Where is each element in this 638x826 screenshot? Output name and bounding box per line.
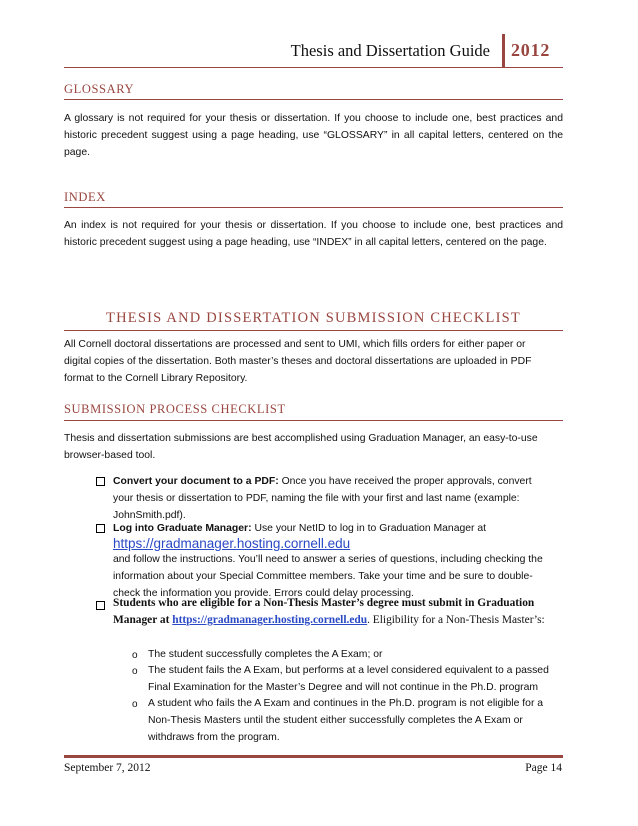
sub-item-1: The student successfully completes the A Exam; or xyxy=(148,649,383,660)
non-thesis-link[interactable]: https://gradmanager.hosting.cornell.edu xyxy=(172,614,368,626)
gradmanager-link[interactable]: https://gradmanager.hosting.cornell.edu xyxy=(113,536,351,551)
footer-rule xyxy=(64,755,563,758)
item-non-thesis-title: Students who are eligible for a Non-Thesis Master’s degree must submit in Graduation Manager at xyxy=(113,597,535,626)
header-title: Thesis and Dissertation Guide xyxy=(290,41,490,60)
item-non-thesis xyxy=(113,595,565,629)
index-heading: INDEX xyxy=(64,190,106,204)
checklist-heading: THESIS AND DISSERTATION SUBMISSION CHECKLIST xyxy=(106,310,521,326)
glossary-text: A glossary is not required for your thesis or dissertation. If you choose to include one, best practices and historic precedent suggest using a page heading, use “GLOSSARY” in all capital letters, centered on the page. xyxy=(64,113,563,158)
footer-page: Page 14 xyxy=(525,762,562,774)
checklist-rule xyxy=(64,330,563,331)
item-convert-pdf-text: Once you have received the proper approvals, convert your thesis or dissertation to PDF, naming the file with your first and last name (example: JohnSmith.pdf). xyxy=(113,476,532,521)
glossary-heading: GLOSSARY xyxy=(64,82,135,96)
glossary-rule xyxy=(64,99,563,100)
item-login-instructions: and follow the instructions. You’ll need to answer a series of questions, including checking the information about your Special Committee members. Take your time and be sure to double-check the information you provide. Errors could delay processing. xyxy=(113,554,543,599)
index-text: An index is not required for your thesis or dissertation. If you choose to include one, best practices and historic precedent suggest using a page heading, use “INDEX” in all capital letters, centered on the page. xyxy=(64,220,563,248)
footer-date: September 7, 2012 xyxy=(64,762,151,774)
header-divider xyxy=(502,34,505,68)
checkbox-convert-pdf[interactable] xyxy=(96,477,105,486)
checkbox-non-thesis[interactable] xyxy=(96,601,105,610)
sub-item-3: A student who fails the A Exam and continues in the Ph.D. program is not eligible for a Non-Thesis Masters until the student either successfully completes the A Exam or withdraws from the program. xyxy=(148,698,544,743)
checklist-text: All Cornell doctoral dissertations are processed and sent to UMI, which fills orders for either paper or digital copies of the dissertation. Both master’s theses and doctoral dissertations are uploaded in PDF format to the Cornell Library Repository. xyxy=(64,339,532,384)
sub-bullet-2: o xyxy=(132,666,138,677)
index-rule xyxy=(64,207,563,208)
header-year: 2012 xyxy=(511,40,551,60)
item-non-thesis-text: . Eligibility for a Non-Thesis Master’s: xyxy=(367,614,545,626)
sub-bullet-1: o xyxy=(132,650,138,661)
sub-item-2: The student fails the A Exam, but performs at a level considered equivalent to a passed Final Examination for the Master’s Degree and will not continue in the Ph.D. program xyxy=(148,665,549,693)
item-login-text: Use your NetID to log in to Graduation Manager at xyxy=(251,523,487,534)
process-heading: SUBMISSION PROCESS CHECKLIST xyxy=(64,402,286,416)
checkbox-login[interactable] xyxy=(96,524,105,533)
sub-bullet-3: o xyxy=(132,699,138,710)
process-rule xyxy=(64,420,563,421)
item-login-title: Log into Graduate Manager: xyxy=(113,523,252,534)
item-convert-pdf xyxy=(113,473,543,524)
process-intro: Thesis and dissertation submissions are best accomplished using Graduation Manager, an easy-to-use browser-based tool. xyxy=(64,433,538,461)
header-rule xyxy=(64,67,563,68)
item-convert-pdf-title: Convert your document to a PDF: xyxy=(113,476,279,487)
